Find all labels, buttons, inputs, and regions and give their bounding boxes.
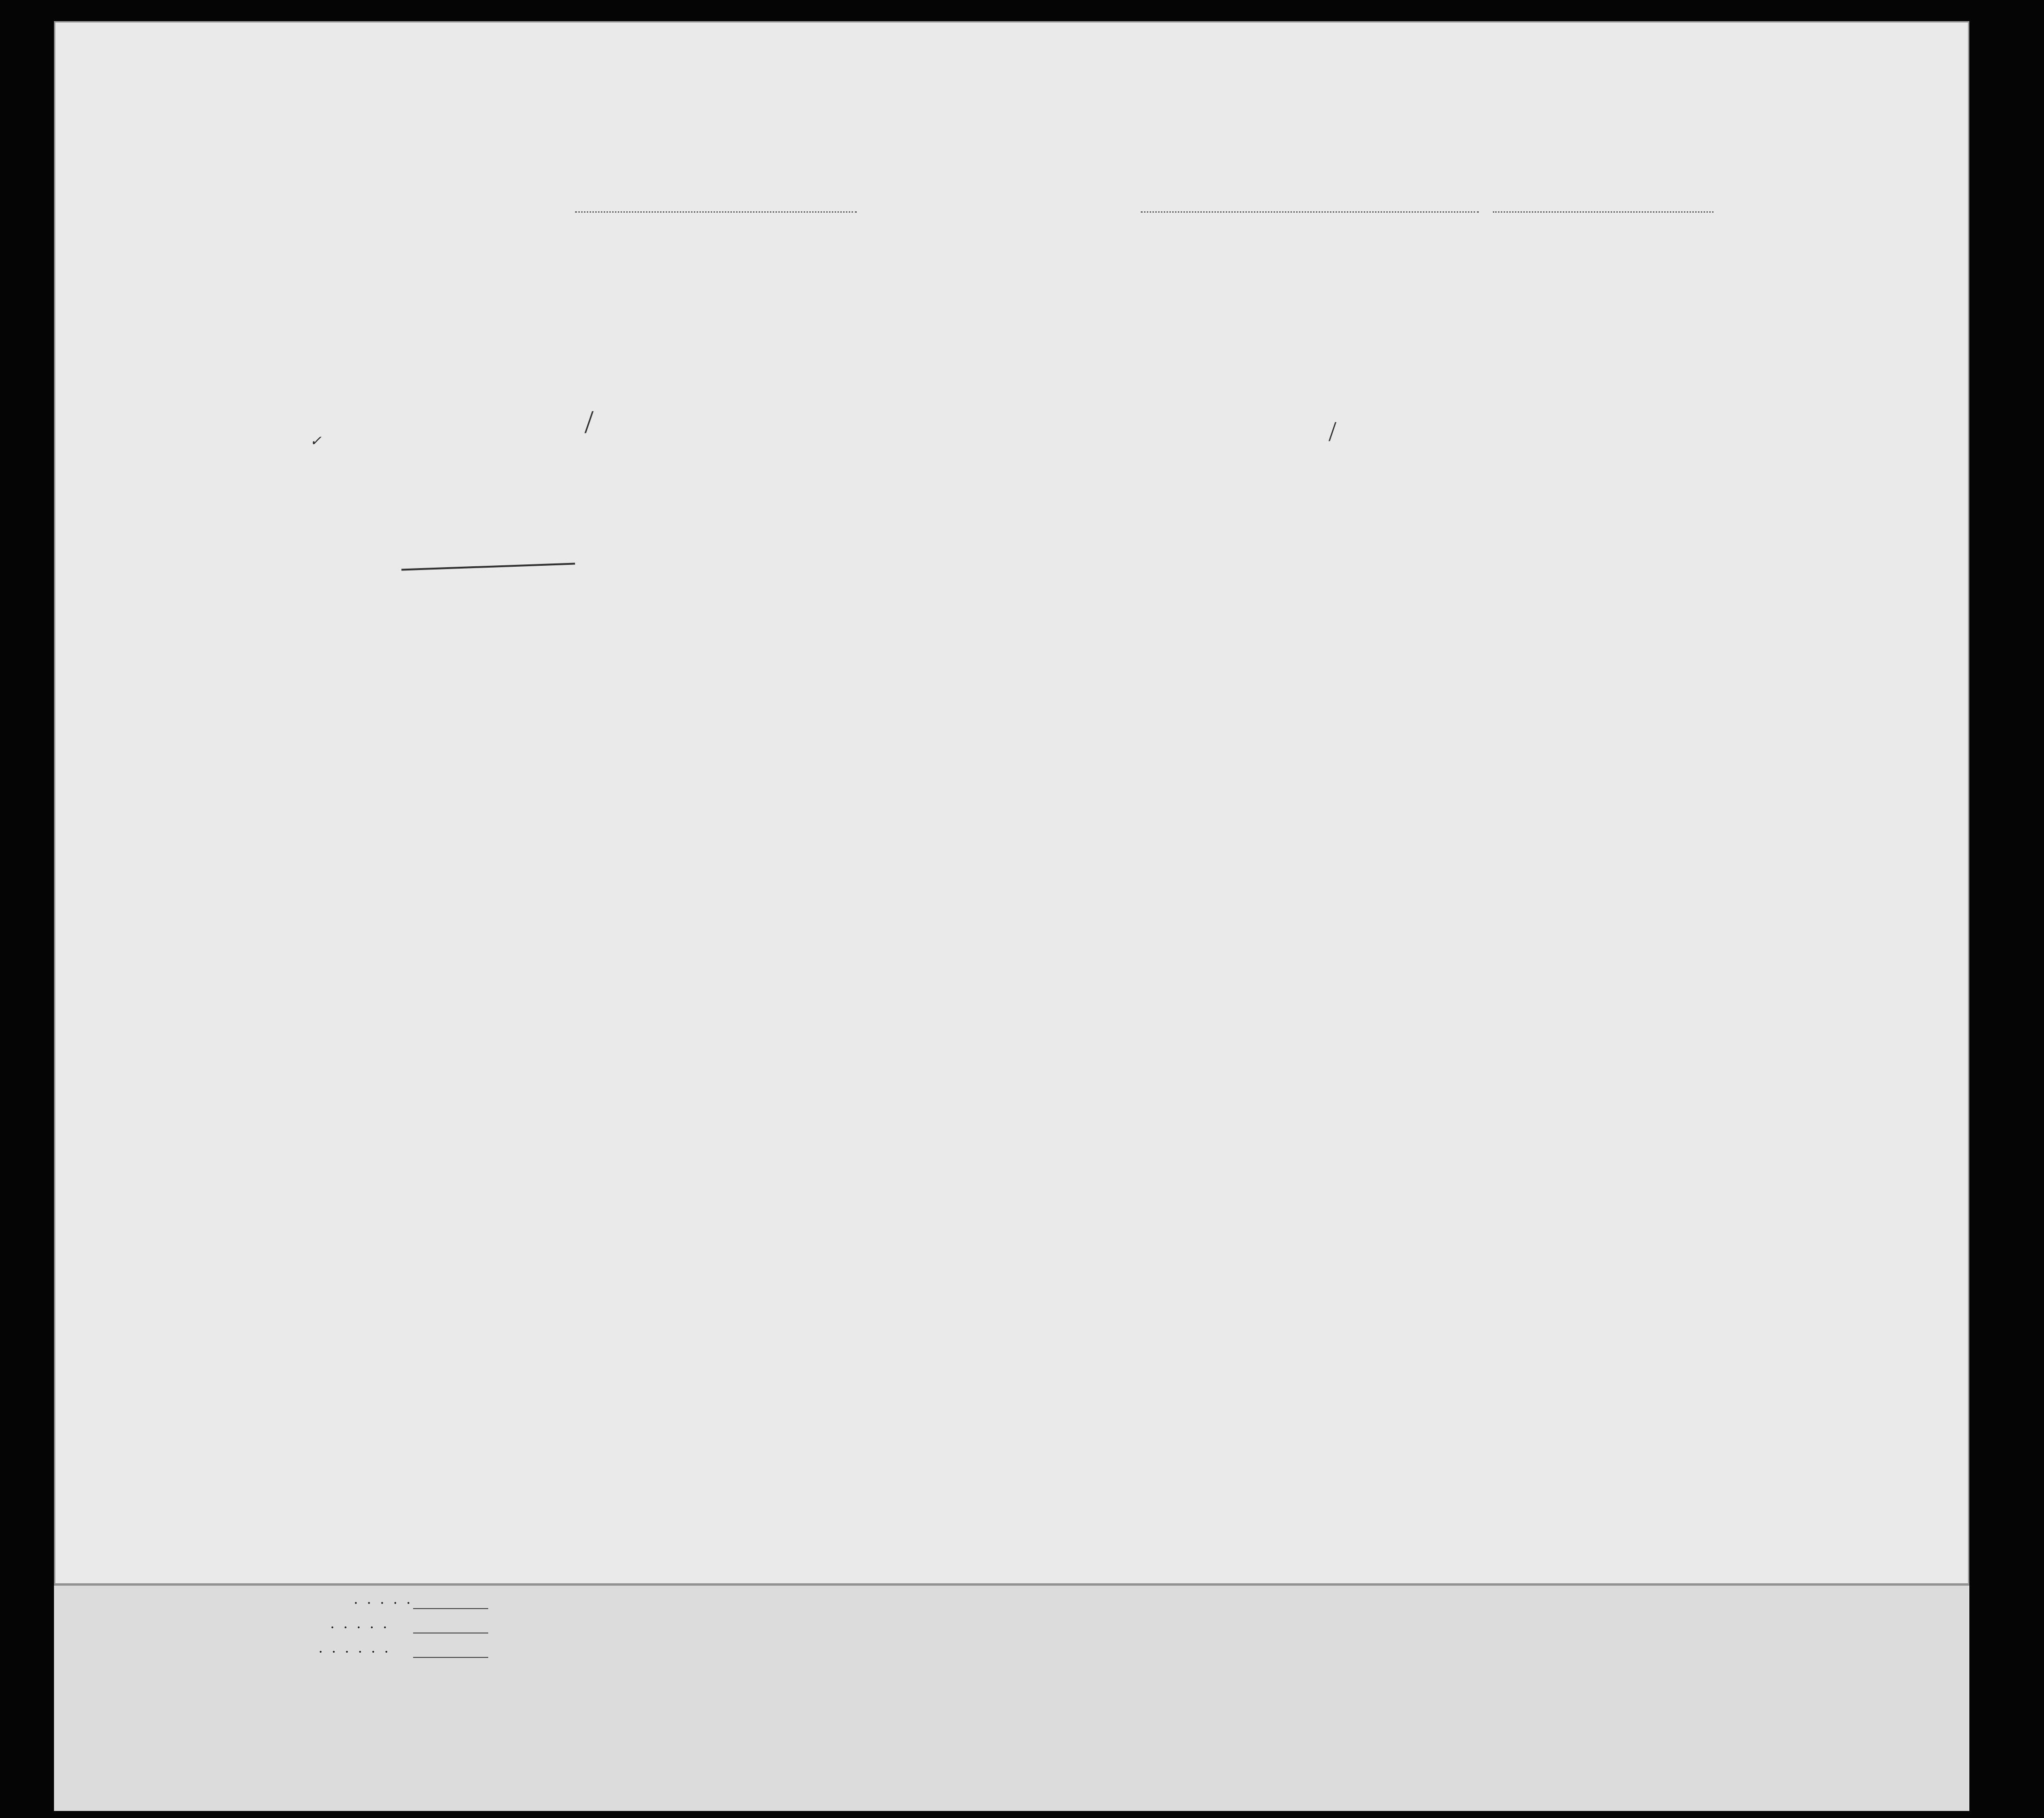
family-tick-mark: ✓	[310, 433, 322, 449]
age-tick-mark: /	[584, 404, 594, 440]
visa-tick-mark: /	[1329, 416, 1337, 447]
aliens-dots: . . . . . .	[319, 1643, 392, 1656]
aliens-line	[413, 1657, 488, 1658]
us-citizens-dots: . . . . .	[331, 1619, 390, 1631]
total-line	[413, 1608, 488, 1609]
total-passengers-dots: . . . . .	[354, 1595, 414, 1607]
date-underline	[1493, 211, 1714, 213]
port-underline	[1141, 211, 1479, 213]
manifest-sheet	[54, 21, 1969, 1585]
ship-underline	[575, 211, 857, 213]
